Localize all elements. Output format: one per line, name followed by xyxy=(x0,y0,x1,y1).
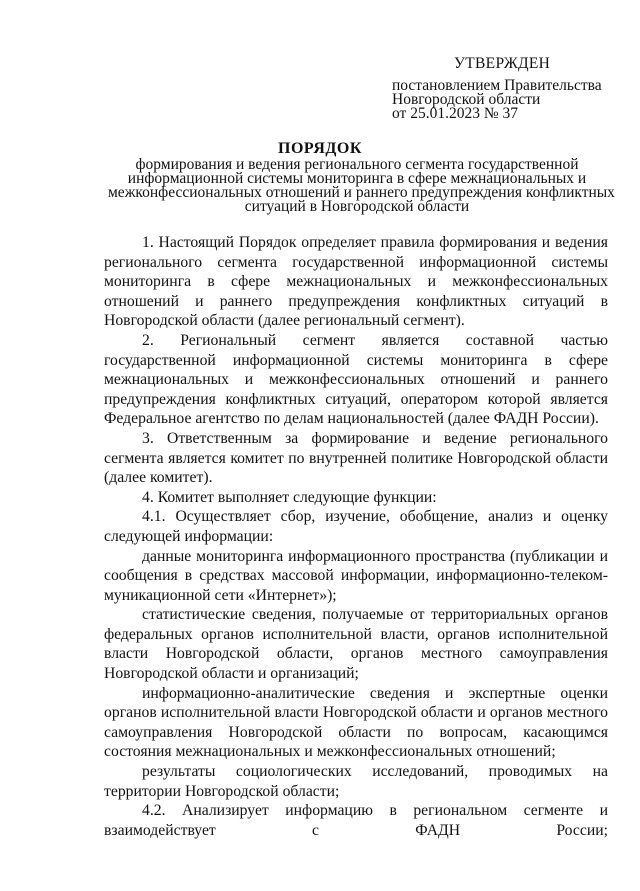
list-item-sociological-research: результаты социологических исследований, проводимых на территории Новгородской области; xyxy=(104,763,608,800)
approval-line: постановлением Правительства xyxy=(392,77,602,94)
paragraph-4-2: 4.2. Анализирует информацию в региональном сегменте и взаимодействует с ФАДН России; xyxy=(104,802,608,839)
list-item-media-monitoring: данные мониторинга информационного пространства (публикации и сообщения в средствах массовой информации, информационно-телеком-муникационной сети «Интернет»); xyxy=(104,547,608,604)
list-item-statistics: статистические сведения, получаемые от территориальных органов федеральных органов исполнительной власти, органов исполнительной власти Новгородской области, органов местного самоуправления Новгородской области и организаций; xyxy=(104,606,608,683)
list-item-expert-assessments: информационно-аналитические сведения и экспертные оценки органов исполнительной власти Новгородской области и органов местного самоуправления Новгородской области по вопросам, касающимся состояния межнациональных и межконфессиональных отношений; xyxy=(104,684,608,761)
document-subtitle xyxy=(108,156,615,215)
document-title: ПОРЯДОК xyxy=(278,140,362,157)
paragraph-1: 1. Настоящий Порядок определяет правила формирования и ведения регионального сегмента государственной информационной системы мониторинга в сфере межнациональных и межконфессиональных отношений и раннего предупреждения конфликтных ситуаций в Новгородской области (далее региональный сегмент). xyxy=(104,234,608,330)
approval-line: Новгородской области xyxy=(392,91,541,108)
paragraph-3: 3. Ответственным за формирование и ведение регионального сегмента является комитет по внутренней политике Новгородской области (далее комитет). xyxy=(104,429,608,487)
paragraph-2: 2. Региональный сегмент является составной частью государственной информационной системы мониторинга в сфере межнациональных и межконфессиональных отношений и раннего предупреждения конфликтных ситуаций, оператором которой является Федеральное агентство по делам национальностей (далее ФАДН России). xyxy=(104,331,608,428)
subtitle-line: ситуаций в Новгородской области xyxy=(244,198,470,215)
paragraph-4: 4. Комитет выполняет следующие функции: xyxy=(142,488,437,506)
subtitle-line: формирования и ведения регионального сегмента государственной xyxy=(135,156,579,173)
approval-date-line: от 25.01.2023 № 37 xyxy=(392,105,518,122)
document-body xyxy=(104,233,608,840)
paragraph-4-1: 4.1. Осуществляет сбор, изучение, обобщение, анализ и оценку следующей информации: xyxy=(104,508,608,545)
subtitle-line: межконфессиональных отношений и раннего предупреждения конфликтных xyxy=(108,184,615,201)
subtitle-line: информационной системы мониторинга в сфере межнациональных и xyxy=(127,170,587,187)
approved-heading: УТВЕРЖДЕН xyxy=(454,55,551,72)
